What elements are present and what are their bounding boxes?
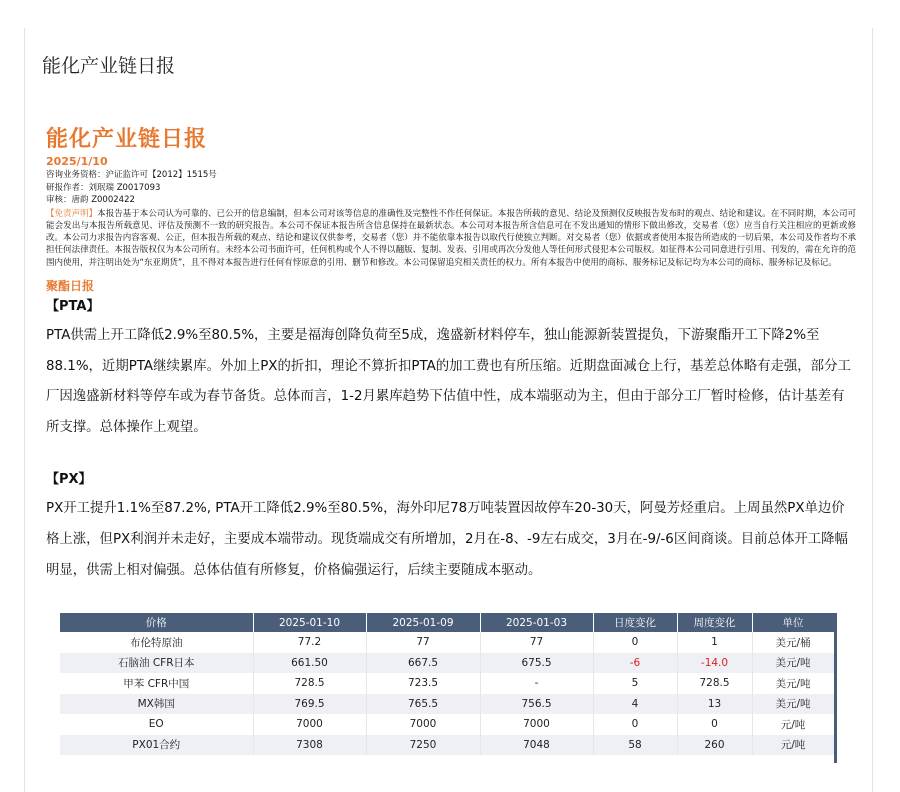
disclaimer — [46, 208, 856, 269]
table-row — [60, 653, 834, 674]
col-header-unit: 单位 — [752, 613, 834, 632]
cell-unit: 美元/吨 — [752, 694, 834, 715]
table-row — [60, 714, 834, 735]
cell-item: 布伦特原油 — [60, 632, 253, 653]
cell-item: 石脑油 CFR日本 — [60, 653, 253, 674]
page-title: 能化产业链日报 — [42, 55, 176, 77]
cell-weekly-change: 1 — [677, 632, 752, 653]
cell-unit: 美元/吨 — [752, 653, 834, 674]
pta-title: 【PTA】 — [46, 298, 100, 314]
cell-value: 728.5 — [253, 673, 366, 694]
cell-value: - — [480, 673, 593, 694]
cell-value: 723.5 — [366, 673, 480, 694]
cell-weekly-change: 260 — [677, 735, 752, 756]
cell-daily-change: 0 — [593, 632, 677, 653]
author-line: 研报作者：刘珉瑞 Z0017093 — [46, 182, 161, 193]
disclaimer-tag: 【免责声明】 — [46, 208, 98, 219]
px-title: 【PX】 — [46, 472, 92, 488]
cell-value: 661.50 — [253, 653, 366, 674]
cell-daily-change: 0 — [593, 714, 677, 735]
qualification-line: 咨询业务资格：沪证监许可【2012】1515号 — [46, 170, 217, 180]
cell-daily-change: 58 — [593, 735, 677, 756]
cell-unit: 元/吨 — [752, 735, 834, 756]
cell-value: 7000 — [366, 714, 480, 735]
cell-value: 769.5 — [253, 694, 366, 715]
cell-value: 7048 — [480, 735, 593, 756]
table-row — [60, 694, 834, 715]
cell-item: 甲苯 CFR中国 — [60, 673, 253, 694]
col-header-daily-change: 日度变化 — [593, 613, 677, 632]
cell-value: 77 — [366, 632, 480, 653]
cell-item: PX01合约 — [60, 735, 253, 756]
cell-weekly-change: 728.5 — [677, 673, 752, 694]
disclaimer-text: 本报告基于本公司认为可靠的、已公开的信息编制，但本公司对该等信息的准确性及完整性不作任何保证。本报告所载的意见、结论及预测仅反映报告发布时的观点、结论和建议。在不同时期，本公司可能会发出与本报告所载意见、评估及预测不一致的研究报告。本公司不保证本报告所含信息保持在最新状态。本公司对本报告所含信息可在不发出通知的情形下做出修改，交易者（您）应当自行关注相应的更新或修改。本公司力求报告内容客观、公正，但本报告所载的观点、结论和建议仅供参考，交易者（您）并不能依靠本报告以取代行使独立判断。对交易者（您）依据或者使用本报告所造成的一切后果，本公司及作者均不承担任何法律责任。本报告版权仅为本公司所有。未经本公司书面许可，任何机构或个人不得以翻版、复制、发表、引用或再次分发他人等任何形式侵犯本公司版权。如征得本公司同意进行引用、刊发的，需在允许的范围内使用，并注明出处为“东亚期货”，且不得对本报告进行任何有悖原意的引用、删节和修改。本公司保留追究相关责任的权力。所有本报告中使用的商标、服务标记及标记均为本公司的商标、服务标记及标记。 — [46, 208, 856, 268]
price-table — [60, 613, 835, 755]
cell-weekly-change: 0 — [677, 714, 752, 735]
cell-value: 7000 — [253, 714, 366, 735]
col-header-date-2: 2025-01-09 — [366, 613, 480, 632]
section-title: 聚酯日报 — [46, 278, 95, 293]
col-header-date-1: 2025-01-10 — [253, 613, 366, 632]
cell-weekly-change: 13 — [677, 694, 752, 715]
cell-value: 756.5 — [480, 694, 593, 715]
cell-daily-change: -6 — [593, 653, 677, 674]
table-row — [60, 735, 834, 756]
cell-daily-change: 5 — [593, 673, 677, 694]
cell-value: 77 — [480, 632, 593, 653]
cell-item: MX韩国 — [60, 694, 253, 715]
cell-daily-change: 4 — [593, 694, 677, 715]
report-title: 能化产业链日报 — [46, 127, 208, 152]
cell-weekly-change: -14.0 — [677, 653, 752, 674]
col-header-date-3: 2025-01-03 — [480, 613, 593, 632]
cell-unit: 元/吨 — [752, 714, 834, 735]
table-scroll-edge — [834, 613, 837, 763]
cell-value: 667.5 — [366, 653, 480, 674]
panel-left-border — [24, 28, 25, 792]
pta-paragraph: PTA供需上开工降低2.9%至80.5%，主要是福海创降负荷至5成，逸盛新材料停车，独山能源新装置提负，下游聚酯开工下降2%至88.1%，近期PTA继续累库。外加上PX的折扣，理论不算折扣PTA的加工费也有所压缩。近期盘面减仓上行，基差总体略有走强，部分工厂因逸盛新材料等停车或为春节备货。总体而言，1-2月累库趋势下估值中性，成本端驱动为主，但由于部分工厂暂时检修，估计基差有所支撑。总体操作上观望。 — [46, 327, 851, 435]
cell-value: 7000 — [480, 714, 593, 735]
reviewer-line: 审核：唐韵 Z0002422 — [46, 195, 135, 205]
panel-right-border — [872, 28, 873, 792]
cell-unit: 美元/吨 — [752, 673, 834, 694]
cell-value: 77.2 — [253, 632, 366, 653]
report-date: 2025/1/10 — [46, 155, 108, 168]
table-row — [60, 673, 834, 694]
cell-value: 7308 — [253, 735, 366, 756]
col-header-weekly-change: 周度变化 — [677, 613, 752, 632]
table-header-row — [60, 613, 834, 632]
cell-item: EO — [60, 714, 253, 735]
col-header-price: 价格 — [60, 613, 253, 632]
cell-value: 765.5 — [366, 694, 480, 715]
table-row — [60, 632, 834, 653]
px-paragraph: PX开工提升1.1%至87.2%, PTA开工降低2.9%至80.5%，海外印尼78万吨装置因故停车20-30天，阿曼芳烃重启。上周虽然PX单边价格上涨，但PX利润并未走好，主要成本端带动。现货端成交有所增加，2月在-8、-9左右成交，3月在-9/-6区间商谈。目前总体开工降幅明显，供需上相对偏强。总体估值有所修复，价格偏强运行，后续主要随成本驱动。 — [46, 501, 848, 578]
report-body — [46, 125, 856, 586]
cell-unit: 美元/桶 — [752, 632, 834, 653]
cell-value: 675.5 — [480, 653, 593, 674]
cell-value: 7250 — [366, 735, 480, 756]
